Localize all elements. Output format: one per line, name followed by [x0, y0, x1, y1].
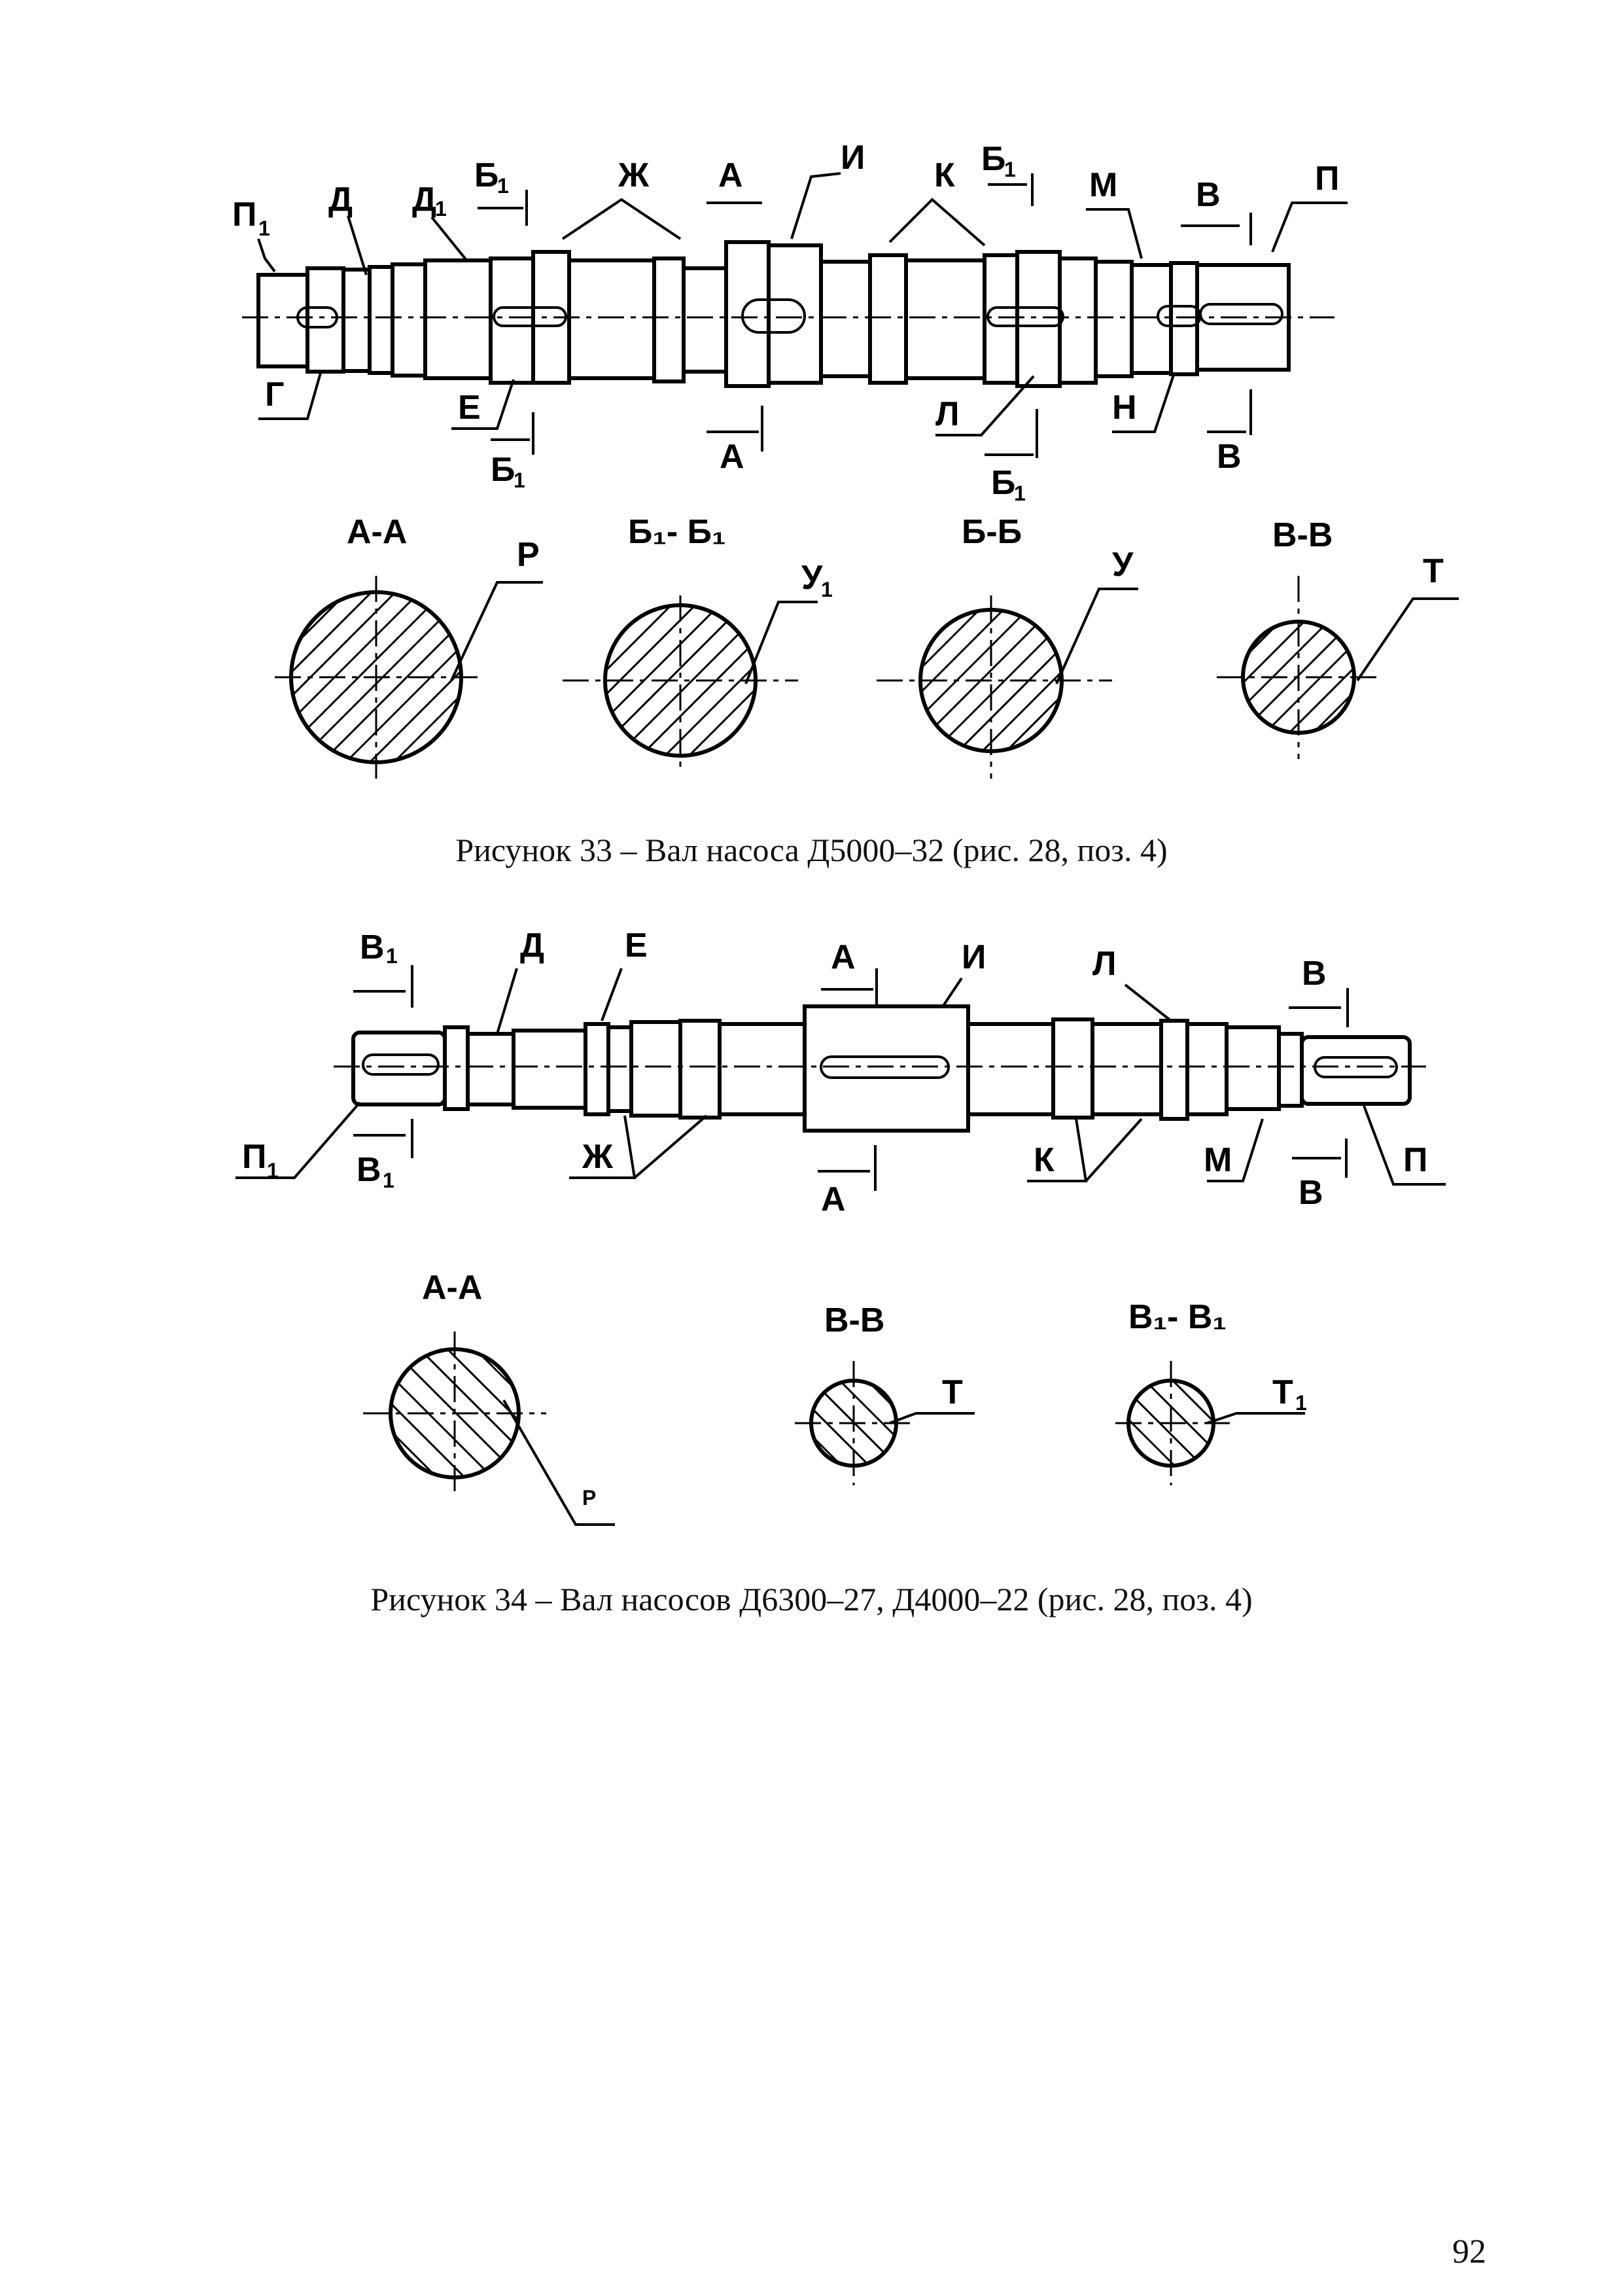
label-m: М [1089, 166, 1118, 204]
label-i: И [841, 139, 865, 177]
label-v-top: В [1196, 176, 1221, 214]
figure-34-caption: Рисунок 34 – Вал насосов Д6300–27, Д4000–22 (рис. 28, поз. 4) [370, 1581, 1253, 1617]
label-v1-bot: В [357, 1151, 381, 1189]
section-34-v1v1 [1115, 1298, 1307, 1485]
label-k: К [1034, 1141, 1055, 1179]
label-p1: П [232, 196, 257, 234]
label-a-bot: А [821, 1180, 846, 1218]
section-33-aa-mark: Р [517, 536, 540, 574]
shaft-33 [242, 242, 1335, 386]
section-33-b1b1-mark: У [801, 559, 823, 597]
label-p1: П [242, 1138, 267, 1176]
label-b1-bot2: Б [991, 464, 1016, 502]
label-v-bot: В [1299, 1174, 1323, 1212]
label-a-top: А [831, 938, 856, 976]
label-a-top: А [718, 156, 743, 194]
label-p1-sub: 1 [258, 217, 270, 240]
shaft-34 [334, 1006, 1426, 1131]
label-d1: Д [412, 181, 437, 219]
section-33-vv-title: В-В [1272, 516, 1333, 554]
label-b1-top2-sub: 1 [1004, 158, 1016, 181]
label-v-top: В [1302, 955, 1327, 993]
section-34-v1v1-mark-sub: 1 [1295, 1391, 1307, 1415]
label-e: Е [458, 389, 481, 427]
label-b1-top: Б [474, 156, 499, 194]
section-33-bb [877, 513, 1138, 779]
label-m: М [1204, 1141, 1232, 1179]
label-v1-top: В [360, 928, 385, 966]
label-v1-top-sub: 1 [386, 944, 398, 968]
label-e: Е [625, 927, 648, 964]
figure-33-bottom-labels [258, 373, 1251, 505]
section-33-b1b1-title: Б₁- Б₁ [628, 513, 726, 551]
section-34-vv [795, 1301, 975, 1485]
label-d: Д [520, 927, 545, 964]
section-34-vv-title: В-В [824, 1301, 885, 1339]
label-n: Н [1112, 389, 1137, 427]
section-34-vv-mark: Т [942, 1373, 963, 1411]
figure-34-drawing [0, 903, 1623, 1557]
label-g: Г [265, 376, 285, 414]
figure-33-caption: Рисунок 33 – Вал насоса Д5000–32 (рис. 28, поз. 4) [455, 832, 1168, 868]
section-33-b1b1 [563, 513, 833, 772]
section-34-aa [363, 1269, 615, 1525]
label-zh: Ж [582, 1138, 613, 1176]
page-number: 92 [1452, 2233, 1486, 2270]
label-k: К [934, 156, 955, 194]
label-b1-bot-sub: 1 [514, 468, 525, 492]
label-l: Л [1092, 945, 1117, 983]
label-zh: Ж [618, 156, 649, 194]
section-33-b1b1-mark-sub: 1 [821, 578, 833, 601]
section-33-bb-title: Б-Б [962, 513, 1022, 551]
section-33-vv [1217, 516, 1459, 759]
label-p1-sub: 1 [267, 1159, 279, 1182]
label-l: Л [935, 395, 960, 433]
section-34-v1v1-title: В₁- В₁ [1128, 1298, 1227, 1336]
section-33-vv-mark: Т [1423, 552, 1444, 590]
label-b1-top2: Б [981, 140, 1006, 178]
label-a-bot: А [720, 438, 744, 476]
section-33-bb-mark: У [1112, 546, 1134, 584]
label-i: И [962, 938, 986, 976]
section-33-aa-title: А-А [347, 513, 408, 551]
label-b1-bot: Б [491, 451, 515, 489]
label-p: П [1315, 160, 1340, 198]
label-b1-top-sub: 1 [497, 174, 509, 198]
label-d1-sub: 1 [435, 197, 447, 221]
section-34-aa-title: А-А [422, 1269, 483, 1307]
label-d: Д [328, 181, 353, 219]
section-34-v1v1-mark: Т [1272, 1373, 1293, 1411]
label-b1-bot2-sub: 1 [1014, 482, 1026, 505]
label-v1-bot-sub: 1 [383, 1169, 394, 1192]
label-p: П [1403, 1141, 1428, 1179]
section-34-aa-mark: Р [582, 1486, 597, 1510]
figure-33-drawing [0, 0, 1623, 824]
label-v-bot: В [1217, 438, 1242, 476]
section-33-aa [275, 513, 543, 779]
